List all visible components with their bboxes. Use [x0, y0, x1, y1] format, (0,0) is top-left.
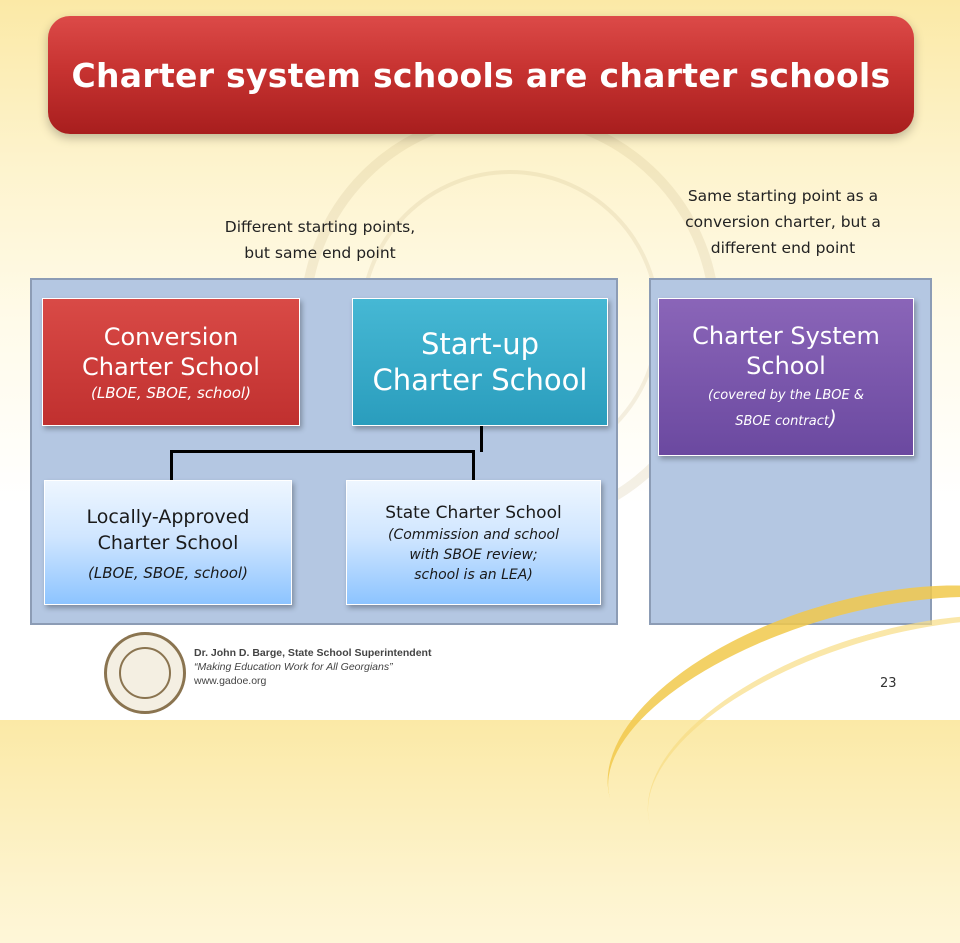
- left-note-line: but same end point: [244, 244, 396, 262]
- right-note-line: Same starting point as a: [687, 187, 879, 205]
- startup-charter-box: [352, 298, 608, 426]
- connector-horizontal: [170, 450, 475, 453]
- conversion-subtitle: (LBOE, SBOE, school): [91, 384, 251, 402]
- state-subtitle-line: (Commission and school: [387, 526, 559, 543]
- local-title-line: Charter School: [97, 531, 239, 554]
- footer-superintendent: Dr. John D. Barge, State School Superintendent: [194, 647, 432, 659]
- department-logo: [104, 632, 186, 714]
- title-banner: [48, 16, 914, 134]
- conversion-title-line: Conversion: [103, 323, 239, 351]
- local-title-line: Locally-Approved: [86, 505, 250, 528]
- connector-vertical-top: [480, 425, 483, 452]
- footer-website[interactable]: www.gadoe.org: [194, 675, 267, 687]
- system-subtitle-line: (covered by the LBOE &: [707, 388, 864, 403]
- system-subtitle-paren: ): [828, 406, 837, 430]
- system-subtitle-line: [735, 407, 837, 433]
- left-note: [190, 214, 450, 266]
- right-note-line: different end point: [710, 239, 856, 257]
- state-subtitle-line: with SBOE review;: [409, 546, 538, 563]
- system-title-line: Charter System: [692, 322, 880, 350]
- startup-title-line: Start-up: [420, 327, 540, 361]
- page-number: 23: [880, 676, 897, 691]
- charter-system-box: [658, 298, 914, 456]
- footer-slogan: “Making Education Work for All Georgians”: [194, 661, 393, 673]
- footer-text: [194, 646, 431, 688]
- conversion-charter-box: [42, 298, 300, 426]
- slide-title: Charter system schools are charter schools: [71, 55, 891, 95]
- connector-left-drop: [170, 450, 173, 480]
- right-note: [648, 183, 918, 261]
- conversion-title-line: Charter School: [82, 353, 260, 381]
- state-title: State Charter School: [385, 502, 562, 523]
- right-note-line: conversion charter, but a: [685, 213, 881, 231]
- state-charter-box: [346, 480, 601, 605]
- local-subtitle: (LBOE, SBOE, school): [88, 563, 248, 582]
- system-title-line: School: [746, 352, 826, 380]
- startup-title-line: Charter School: [372, 363, 588, 397]
- left-note-line: Different starting points,: [224, 218, 416, 236]
- connector-right-drop: [472, 450, 475, 480]
- state-subtitle-line: school is an LEA): [414, 566, 533, 583]
- system-subtitle-text: SBOE contract: [735, 414, 829, 429]
- logo-inner-ring: [119, 647, 171, 699]
- locally-approved-box: [44, 480, 292, 605]
